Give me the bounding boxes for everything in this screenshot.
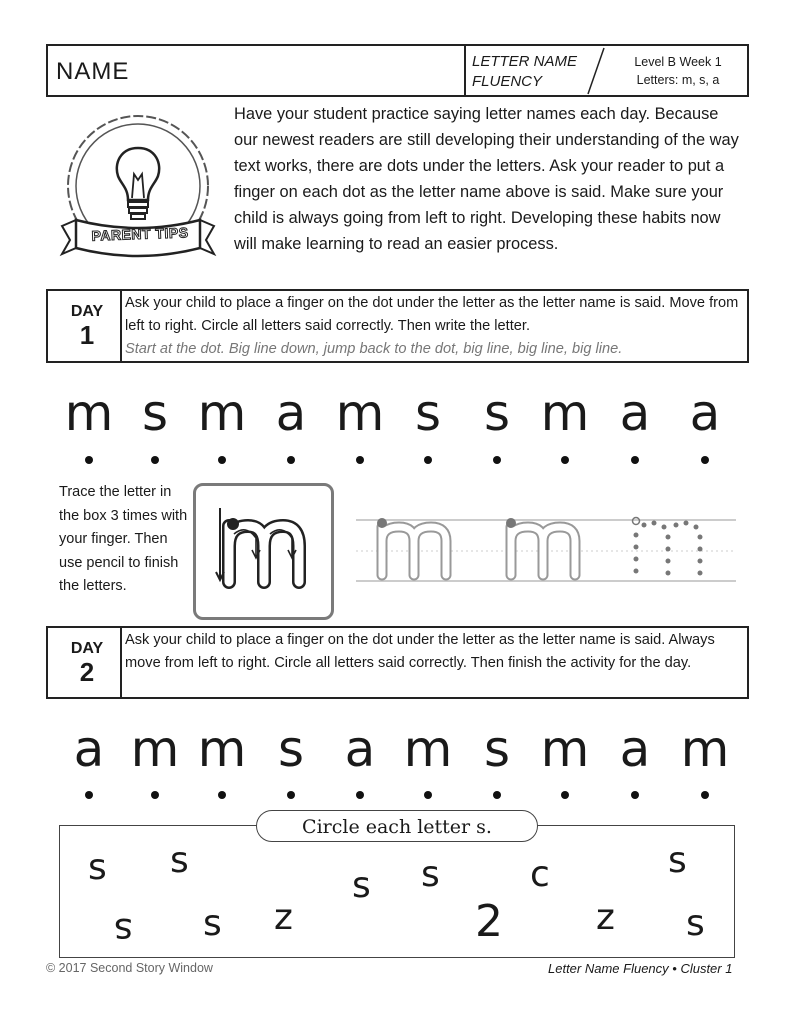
day-2-dot-3[interactable]	[218, 791, 226, 799]
dotted-m	[633, 518, 703, 576]
header-slash-divider	[584, 46, 608, 96]
circle-item-7[interactable]: s	[114, 910, 133, 951]
circle-activity-title: Circle each letter s.	[256, 810, 538, 842]
day-1-dot-8[interactable]	[561, 456, 569, 464]
day-word: DAY	[70, 303, 104, 320]
trace-instructions: Trace the letter in the box 3 times with your finger. Then use pencil to finish the letters.	[59, 484, 188, 594]
day-word: DAY	[70, 640, 104, 657]
day-2-label	[66, 640, 108, 686]
parent-tips-badge: PARENT TIPS	[91, 224, 189, 244]
day-1-letter-4[interactable]: a	[275, 384, 307, 442]
day-2-box	[46, 626, 749, 699]
day-2-letter-10[interactable]: m	[680, 720, 730, 778]
day-1-instructions: Ask your child to place a finger on the dot under the letter as the letter name is said. Move from left to right. Circle all letters said correctly. Then write the letter.	[125, 295, 739, 334]
day-2-instructions: Ask your child to place a finger on the dot under the letter as the letter name is said. Always move from left to right. Circle all letters said correctly. Then finish the activity for the day.	[125, 632, 715, 671]
day-1-dot-4[interactable]	[287, 456, 295, 464]
day-2-letter-6[interactable]: m	[403, 720, 453, 778]
day-2-dot-10[interactable]	[701, 791, 709, 799]
circle-item-9[interactable]: z	[274, 897, 293, 938]
day-2-dot-5[interactable]	[356, 791, 364, 799]
circle-activity-box	[59, 825, 735, 958]
day-1-dot-2[interactable]	[151, 456, 159, 464]
day-divider	[120, 291, 122, 361]
day-2-letter-9[interactable]: a	[619, 720, 651, 778]
day-number: 1	[79, 320, 95, 350]
header-box	[46, 44, 749, 97]
day-1-letter-1[interactable]: m	[64, 384, 114, 442]
day-1-letter-10[interactable]: a	[689, 384, 721, 442]
day-1-letter-3[interactable]: m	[197, 384, 247, 442]
day-1-label	[66, 303, 108, 349]
trace-letter-box[interactable]	[193, 483, 334, 620]
day-2-letter-3[interactable]: m	[197, 720, 247, 778]
header-divider	[464, 46, 466, 95]
day-1-letter-8[interactable]: m	[540, 384, 590, 442]
title-line-2: FLUENCY	[472, 73, 543, 90]
circle-item-5[interactable]: c	[530, 854, 550, 895]
day-divider	[120, 628, 122, 697]
day-1-instructions-block	[125, 292, 745, 361]
day-2-letter-1[interactable]: a	[73, 720, 105, 778]
circle-item-6[interactable]: s	[668, 840, 687, 881]
day-2-dot-7[interactable]	[493, 791, 501, 799]
title-line-1: LETTER NAME	[472, 53, 578, 70]
day-1-letter-2[interactable]: s	[141, 384, 169, 442]
day-2-dot-9[interactable]	[631, 791, 639, 799]
trace-letter-m	[196, 486, 331, 617]
circle-item-2[interactable]: s	[170, 840, 189, 881]
day-2-dot-6[interactable]	[424, 791, 432, 799]
day-2-letter-2[interactable]: m	[130, 720, 180, 778]
name-label: NAME	[56, 58, 130, 85]
day-1-letter-5[interactable]: m	[335, 384, 385, 442]
circle-item-11[interactable]: z	[596, 897, 615, 938]
day-2-letter-8[interactable]: m	[540, 720, 590, 778]
outlined-m-2	[506, 518, 575, 575]
handwriting-practice-lines[interactable]	[356, 515, 738, 587]
day-1-dot-5[interactable]	[356, 456, 364, 464]
circle-item-1[interactable]: s	[88, 847, 107, 888]
stroke-directions: Start at the dot. Big line down, jump back to the dot, big line, big line, big line.	[125, 341, 623, 357]
circle-item-8[interactable]: s	[203, 903, 222, 944]
day-1-box	[46, 289, 749, 363]
day-1-dot-6[interactable]	[424, 456, 432, 464]
day-1-letter-7[interactable]: s	[483, 384, 511, 442]
level-week: Level B Week 1	[634, 55, 722, 69]
day-1-letter-6[interactable]: s	[414, 384, 442, 442]
day-2-letter-4[interactable]: s	[277, 720, 305, 778]
circle-item-3[interactable]: s	[352, 865, 371, 906]
day-2-dot-2[interactable]	[151, 791, 159, 799]
worksheet-title	[472, 52, 577, 92]
circle-item-10[interactable]: 2	[475, 896, 503, 947]
day-2-letter-5[interactable]: a	[344, 720, 376, 778]
outlined-m-1	[377, 518, 446, 575]
level-info	[608, 53, 748, 89]
parent-tips-text: Have your student practice saying letter names each day. Because our newest readers are still developing their understanding of the way text works, there are dots under the letters. Ask your reader to put a finger on each dot as the letter name above is said. Make sure your child is always going from left to right. Developing these habits now will make learning to read an easier process.	[234, 105, 739, 253]
day-1-letter-9[interactable]: a	[619, 384, 651, 442]
letters-list: Letters: m, s, a	[636, 73, 720, 87]
copyright: © 2017 Second Story Window	[46, 961, 213, 975]
day-2-dot-8[interactable]	[561, 791, 569, 799]
day-2-dot-1[interactable]	[85, 791, 93, 799]
day-number: 2	[79, 657, 95, 687]
circle-item-4[interactable]: s	[421, 854, 440, 895]
day-1-dot-10[interactable]	[701, 456, 709, 464]
day-1-dot-9[interactable]	[631, 456, 639, 464]
day-2-dot-4[interactable]	[287, 791, 295, 799]
day-1-dot-3[interactable]	[218, 456, 226, 464]
day-2-letter-7[interactable]: s	[483, 720, 511, 778]
day-1-dot-7[interactable]	[493, 456, 501, 464]
circle-item-12[interactable]: s	[686, 903, 705, 944]
series-label: Letter Name Fluency • Cluster 1	[548, 961, 733, 976]
day-1-dot-1[interactable]	[85, 456, 93, 464]
